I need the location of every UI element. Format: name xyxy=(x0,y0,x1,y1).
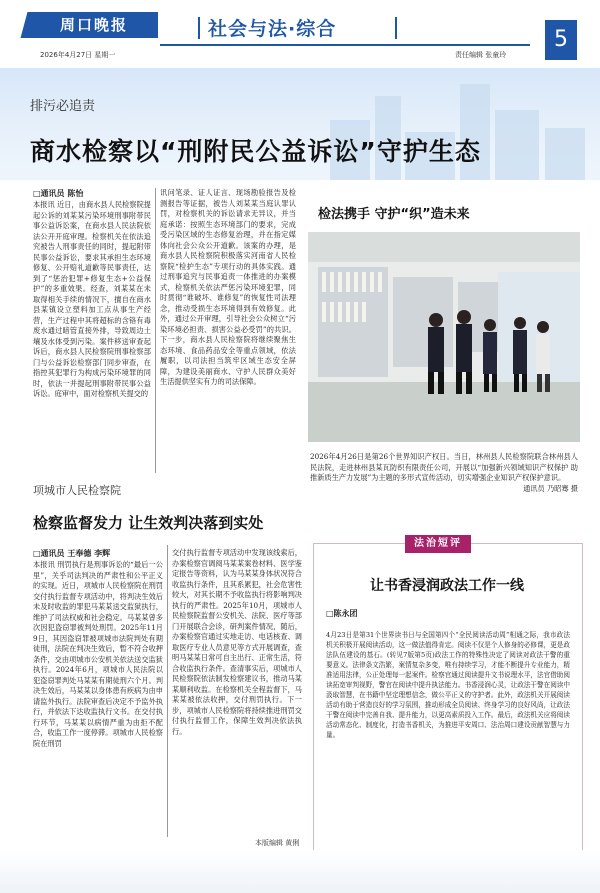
article2-column-1: 本报讯 刑罚执行是刑事诉讼的“最后一公里”，关乎司法判决的严肃性和公平正义的实现。近日，项城市人民检察院在刑罚交付执行监督专项活动中，将判决生效后未及时收监的罪犯马某某送交监狱执行，维护了司法权威和社会稳定。马某某曾多次因犯盗窃罪被判处刑罚。2025年11月9日，其因盗窃罪被项城市法院判处有期徒刑，法院在判决生效后，暂不符合收押条件，交由项城市公安机关依法送交监狱执行。2024年6月，项城市人民法院以犯盗窃罪判处马某某有期徒刑六个月。判决生效后，马某某以身体患有疾病为由申请监外执行。法院审查后决定不予监外执行，并依法下达收监执行文书。在交付执行环节，马某某以病情严重为由拒不配合，收监工作一度停滞。项城市人民检察院在刑罚 xyxy=(33,560,163,748)
commentary-title: 让书香浸润政法工作一线 xyxy=(370,578,524,594)
article2-byline: □通讯员 王奉德 李辉 xyxy=(33,549,111,558)
article1-byline: □通讯员 陈怡 xyxy=(33,189,84,198)
commentary-author: □陈永团 xyxy=(326,609,358,618)
photo-credit: 通讯员 乃昭骞 摄 xyxy=(523,483,578,493)
commentary-body: 4月23日是第31个世界读书日与全国第四个“全民阅读活动周”相通之际，我市政法机关积极开展阅读活动，这一做法值得肯定。阅读不仅是个人修身的必修课，更是政法队伍建设的基石。(转见7版第5页)政法工作的特殊性决定了阅读对政法干警的重要意义。法律条文浩繁，案情复杂多变，唯有持续学习，才能不断提升专业能力，精准适用法律，公正处理每一起案件。检察官通过阅读提升文书说理水平，法官借助阅读拓宽审判视野，警官在阅读中提升执法能力。书香浸润心灵，让政法干警在阅读中汲取智慧，在书籍中坚定理想信念，做公平正义的守护者。此外，政法机关开展阅读活动有助于营造良好的学习氛围，推动形成全员阅读、终身学习的良好风尚，让政法干警在阅读中完善自我、提升能力，以更高素质投入工作。最后，政法机关应将阅读活动常态化、制度化，打造书香机关，为推进平安周口、法治周口建设贡献智慧与力量。 xyxy=(326,631,570,739)
masthead-rule xyxy=(160,44,530,46)
article1-column-2: 讯问笔录、证人证言、现场勘验报告及检测报告等证据，被告人刘某某当庭认罪认罚，对检察机关的诉讼请求无异议，并当庭承诺：按照生态环境部门的要求，完成受污染区域的生态修复治理，并在指定媒体向社会公众公开道歉。该案的办理，是商水县人民检察院积极落实河南省人民检察院“检护生态”专项行动的具体实践。通过刑事追究与民事追责一体推进的办案模式，检察机关依法严惩污染环境犯罪，同时贯彻“谁破坏、谁修复”的恢复性司法理念，推动受损生态环境得到有效修复。此外，通过公开审理，引导社会公众树立“污染环境必担责、损害公益必受罚”的共识。下一步，商水县人民检察院将继续聚焦生态环境、食品药品安全等重点领域，依法履职，以司法担当筑牢区域生态安全屏障，为建设美丽商水、守护人民群众美好生活提供坚实有力的司法保障。 xyxy=(160,188,296,386)
article2-title: 检察监督发力 让生效判决落到实处 xyxy=(33,514,264,532)
photo-title: 检法携手 守护“织”造未来 xyxy=(318,207,470,222)
section-bar-right xyxy=(395,17,397,39)
newspaper-logo: 周口晚报 xyxy=(30,12,158,38)
headline-title: 商水检察以“刑附民公益诉讼”守护生态 xyxy=(30,137,481,166)
article2-label: 项城市人民检察院 xyxy=(33,484,121,497)
factory-photo xyxy=(308,232,580,442)
article2-column-2: 交付执行监督专项活动中发现该线索后，办案检察官调阅马某某案卷材料、医学鉴定报告等资料，认为马某某身体状况符合收监执行条件，且其系累犯，社会危害性较大，对其长期不予收监执行将影响判决执行的严肃性。2025年10月，项城市人民检察院监督公安机关、法院、医疗等部门开展联合会诊，研判案件情况，随后，办案检察官通过实地走访、电话核查、调取医疗专业人员意见等方式开展调查，查明马某某日常可自主出行、正常生活，符合收监执行条件。查清事实后，项城市人民检察院依法制发检察建议书，推动马某某顺利收监。在检察机关全程监督下，马某某被依法收押，交付刑罚执行。下一步，项城市人民检察院将持续推进刑罚交付执行监督工作，保障生效判决依法执行。 xyxy=(172,548,302,736)
section-bar-left xyxy=(198,17,200,39)
page-editor: 责任编辑 张童玲 xyxy=(455,51,507,59)
issue-date: 2026年4月27日 星期一 xyxy=(40,51,116,59)
footer-editor: 本版编辑 黄俐 xyxy=(255,839,300,847)
photo-caption xyxy=(310,452,578,494)
photo-caption-text: 2026年4月26日是第26个世界知识产权日。当日，林州县人民检察院联合林州县人民法院，走进林州县某瓦防织有限责任公司，开展以“加强新兴领域知识产权保护 助推新质生产力发展”为主题的多形式宣传活动，切实增强企业知识产权保护意识。 xyxy=(310,452,578,482)
page-number: 5 xyxy=(545,20,577,60)
section-title: 社会与法·综合 xyxy=(208,18,337,40)
commentary-tag: 法治短评 xyxy=(405,535,471,553)
column-divider xyxy=(167,545,168,837)
footer-skyline xyxy=(0,850,600,893)
column-divider xyxy=(155,188,156,473)
article1-column-1: 本报讯 近日，由商水县人民检察院提起公诉的刘某某污染环境刑事附带民事公益诉讼案，在商水县人民法院依法公开开庭审理。检察机关在依法追究被告人刑事责任的同时，提起附带民事公益诉讼，要求其承担生态环境修复、公开赔礼道歉等民事责任，达到了“惩治犯罪+修复生态+公益保护”的多重效果。经查，刘某某在未取得相关手续的情况下，擅自在商水县某镇设立塑料加工点从事生产经营，生产过程中其将超标的含铬有毒废水通过暗管直接外排，导致周边土壤及水体受到污染。案件移送审查起诉后，商水县人民检察院刑事检察部门与公益诉讼检察部门同步审查，在指控其犯罪行为构成污染环境罪的同时，依法一并提起刑事附带民事公益诉讼。庭审中，面对检察机关提交的 xyxy=(33,200,151,398)
headline-kicker: 排污必追责 xyxy=(30,99,96,114)
